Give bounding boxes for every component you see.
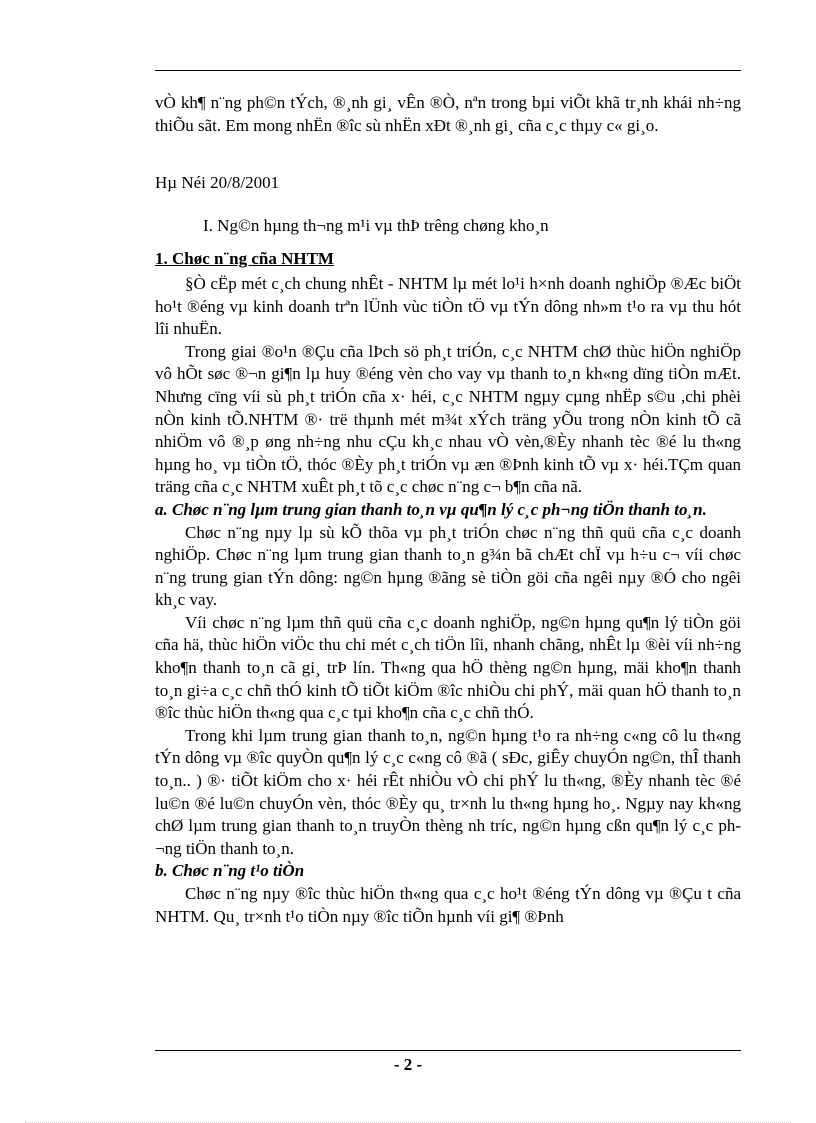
- footer-rule: [155, 1050, 741, 1051]
- header-rule: [155, 70, 741, 71]
- heading-1: 1. Chøc n¨ng cña NHTM: [155, 249, 334, 269]
- body-paragraph: Chøc n¨ng nµy ®îc thùc hiÖn th«ng qua c¸c ho¹t ®éng tÝn dông vµ ®Çu t cña NHTM. Qu¸ tr×nh t¹o tiÒn nµy ®îc tiÕn hµnh víi gi¶ ®Þnh: [155, 884, 741, 926]
- section-title: I. Ng©n hµng th¬ng m¹i vµ thÞ trêng chøng kho¸n: [203, 215, 549, 235]
- signature-date: Hµ Néi 20/8/2001: [155, 173, 280, 193]
- heading-b: b. Chøc n¨ng t¹o tiÒn: [155, 861, 305, 881]
- body-paragraph: Trong khi lµm trung gian thanh to¸n, ng©n hµng t¹o ra nh÷ng c«ng cô lu th«ng tÝn dông vµ ®îc quyÒn qu¶n lý c¸c c«ng cô ®ã ( sÐc, giÊy chuyÓn ng©n, thÎ thanh to¸n.. ) ®· tiÕt kiÖm cho x· héi rÊt nhiÒu vÒ chi phÝ lu th«ng, ®Èy nhanh tèc ®é lu©n ®é lu©n chuyÓn vèn, thóc ®Èy qu¸ tr×nh lu th«ng hµng ho¸. Ngµy nay kh«ng chØ lµm trung gian thanh to¸n truyÒn thèng nh tríc, ng©n hµng cßn qu¶n lý c¸c ph¬ng tiÖn thanh to¸n.: [155, 725, 741, 858]
- body-paragraph: §Ò cËp mét c¸ch chung nhÊt - NHTM lµ mét lo¹i h×nh doanh nghiÖp ®Æc biÖt ho¹t ®éng vµ kinh doanh trªn lÜnh vùc tiÒn tÖ vµ tÝn dông nh»m t¹o ra vµ thu hót lîi nhuËn.: [155, 273, 741, 339]
- page-number: - 2 -: [393, 1055, 423, 1074]
- body-paragraph: Trong giai ®o¹n ®Çu cña lÞch sö ph¸t triÓn, c¸c NHTM chØ thùc hiÖn nghiÖp vô hÕt søc ®¬n gi¶n lµ huy ®éng vèn cho vay vµ thanh to¸n kh«ng dïng tiÒn mÆt. Nhưng cïng víi sù ph¸t triÓn cña x· héi, c¸c NHTM ngµy cµng nhËp s©u ,chi phèi nÒn kinh tÕ.NHTM ®· trë thµnh mét m¾t xÝch träng yÕu trong nÒn kinh tÕ cã nhiÖm vô ®¸p øng nh÷ng nhu cÇu kh¸c nhau vÒ vèn,®Èy nhanh tèc ®é lu th«ng hµng ho¸ vµ tiÒn tÖ, thóc ®Èy ph¸t triÓn vµ æn ®Þnh kinh tÕ vµ x· héi.TÇm quan träng cña c¸c NHTM xuÊt ph¸t tõ c¸c chøc n¨ng c¬ b¶n cña nã.: [155, 341, 741, 497]
- heading-a: a. Chøc n¨ng lµm trung gian thanh to¸n vµ qu¶n lý c¸c ph¬ng tiÖn thanh to¸n.: [155, 499, 707, 519]
- intro-paragraph: vÒ kh¶ n¨ng ph©n tÝch, ®¸nh gi¸ vÊn ®Ò, nªn trong bµi viÕt khã tr¸nh khái nh÷ng thiÕu sãt. Em mong nhËn ®îc sù nhËn xÐt ®¸nh gi¸ cña c¸c thµy c« gi¸o.: [155, 93, 741, 135]
- body-paragraph: Chøc n¨ng nµy lµ sù kÕ thõa vµ ph¸t triÓn chøc n¨ng thñ quü cña c¸c doanh nghiÖp. Chøc n¨ng lµm trung gian thanh to¸n g¾n bã chÆt chÏ vµ h÷u c¬ víi chøc n¨ng trung gian tÝn dông: ng©n hµng ®ãng sè tiÒn göi cña ngêi nµy ®Ó cho ngêi kh¸c vay.: [155, 522, 741, 610]
- page-body: [155, 92, 741, 928]
- body-paragraph: Víi chøc n¨ng lµm thñ quü cña c¸c doanh nghiÖp, ng©n hµng qu¶n lý tiÒn göi cña hä, thùc hiÖn viÖc thu chi mét c¸ch tiÖn lîi, nhanh chãng, nhÊt lµ ®èi víi nh÷ng kho¶n thanh to¸n cã gi¸ trÞ lín. Th«ng qua hÖ thèng ng©n hµng, mäi kho¶n thanh to¸n gi÷a c¸c chñ thÓ kinh tÕ tiÕt kiÖm ®îc nhiÒu chi phÝ, mäi quan hÖ thanh to¸n ®îc thùc hiÖn th«ng qua c¸c tµi kho¶n cña c¸c chñ thÓ.: [155, 612, 741, 723]
